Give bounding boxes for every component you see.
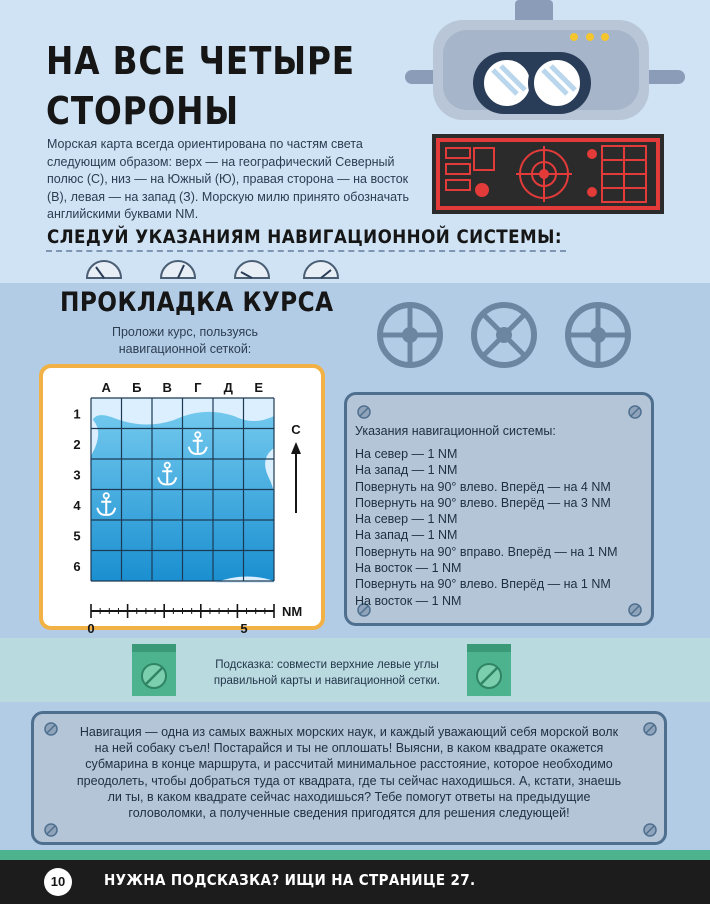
- nav-instructions-box: [344, 392, 654, 626]
- nav-step: Повернуть на 90° вправо. Вперёд — на 1 NM: [355, 544, 618, 559]
- gauge-icon: [301, 258, 341, 280]
- navigation-grid-card: [39, 364, 325, 636]
- footer-accent-strip: [0, 850, 710, 860]
- robot-illustration: [405, 0, 695, 130]
- indicator-light: [570, 33, 578, 41]
- story-text: Навигация — одна из самых важных морских наук, и каждый уважающий себя морской волк на ней собаку съел! Постарайся и ты не оплошать! Выясни, в каком квадрате окажется субмарина в конце маршрута, и рассчитай минимальное расстояние, которое необходимо преодолеть, чтобы добраться туда от квадрата, где ты сейчас находишься. А, кстати, знаешь ли ты, в каком квадрате сейчас находишься? Тебе помогут ответы на предыдущие головоломки, а полученные сведения пригодятся для решения следующей!: [76, 725, 622, 821]
- nav-instructions-list: [355, 446, 618, 609]
- grid-column-label: А: [101, 380, 111, 395]
- bracket-icon: [459, 640, 519, 700]
- course-title: ПРОКЛАДКА КУРСА: [60, 287, 334, 318]
- grid-column-label: В: [162, 380, 172, 395]
- north-label: С: [291, 422, 301, 437]
- nav-step: Повернуть на 90° влево. Вперёд — на 3 NM: [355, 495, 611, 510]
- gauge-icon: [232, 258, 272, 280]
- grid-row-label: 4: [73, 497, 81, 513]
- indicator-light: [601, 33, 609, 41]
- scale-end-label: 5: [240, 621, 248, 636]
- bracket-icon: [124, 640, 184, 700]
- valve-wheel-icon: [568, 305, 628, 365]
- grid-column-label: Е: [254, 380, 264, 395]
- grid-column-label: Г: [194, 380, 202, 395]
- course-subtitle: Проложи курс, пользуясь навигационной сеткой:: [111, 325, 259, 356]
- screw-icon: [628, 405, 642, 419]
- page-title: [46, 36, 356, 136]
- screw-icon: [44, 722, 58, 736]
- grid-row-label: 6: [73, 558, 81, 574]
- screw-icon: [357, 405, 371, 419]
- gauge-icon: [84, 258, 124, 280]
- nav-step: На восток — 1 NM: [355, 593, 462, 608]
- nav-instructions-title: Указания навигационной системы:: [355, 424, 556, 438]
- nav-step: На север — 1 NM: [355, 447, 458, 461]
- valve-wheel-icon: [380, 305, 440, 365]
- nav-step: Повернуть на 90° влево. Вперёд — на 4 NM: [355, 479, 611, 494]
- nav-step: На восток — 1 NM: [355, 561, 462, 576]
- screw-icon: [643, 722, 657, 736]
- page-title-line2: СТОРОНЫ: [46, 89, 240, 133]
- screw-icon: [44, 823, 58, 837]
- radar-panel-icon: [432, 134, 664, 214]
- footer-hint-text: НУЖНА ПОДСКАЗКА? ИЩИ НА СТРАНИЦЕ 27.: [104, 871, 476, 889]
- nav-step: На север — 1 NM: [355, 512, 458, 527]
- grid-row-label: 2: [73, 436, 81, 452]
- scale-unit-label: NM: [282, 604, 303, 619]
- grid-column-label: Б: [132, 380, 142, 395]
- grid-column-label: Д: [223, 380, 233, 395]
- follow-instructions-heading: СЛЕДУЙ УКАЗАНИЯМ НАВИГАЦИОННОЙ СИСТЕМЫ:: [47, 226, 562, 248]
- page-title-line1: НА ВСЕ ЧЕТЫРЕ: [46, 39, 355, 83]
- intro-text: Морская карта всегда ориентирована по частям света следующим образом: верх — на географический Северный полюс (С), низ — на Южный (Ю), правая сторона — на восток (В), левая — на запад (З). Морскую милю принято обозначать английскими буквами NM.: [47, 137, 410, 221]
- hint-text: Подсказка: совмести верхние левые углы правильной карты и навигационной сетки.: [213, 659, 441, 687]
- story-box: [31, 711, 667, 845]
- valve-wheel-icon: [474, 305, 534, 365]
- scale-start-label: 0: [87, 621, 95, 636]
- nav-step: На запад — 1 NM: [355, 528, 458, 543]
- valve-wheels: [370, 295, 640, 375]
- grid-row-label: 3: [73, 467, 81, 483]
- nav-step: Повернуть на 90° влево. Вперёд — на 1 NM: [355, 577, 611, 592]
- page-number: 10: [44, 868, 72, 896]
- gauge-icon: [158, 258, 198, 280]
- navigation-grid: [43, 368, 321, 636]
- grid-row-label: 5: [73, 528, 81, 544]
- north-arrow-head: [291, 442, 301, 454]
- screw-icon: [643, 823, 657, 837]
- divider: [46, 250, 566, 252]
- grid-row-label: 1: [73, 406, 81, 422]
- nav-step: На запад — 1 NM: [355, 463, 458, 478]
- screw-icon: [628, 603, 642, 617]
- indicator-light: [586, 33, 594, 41]
